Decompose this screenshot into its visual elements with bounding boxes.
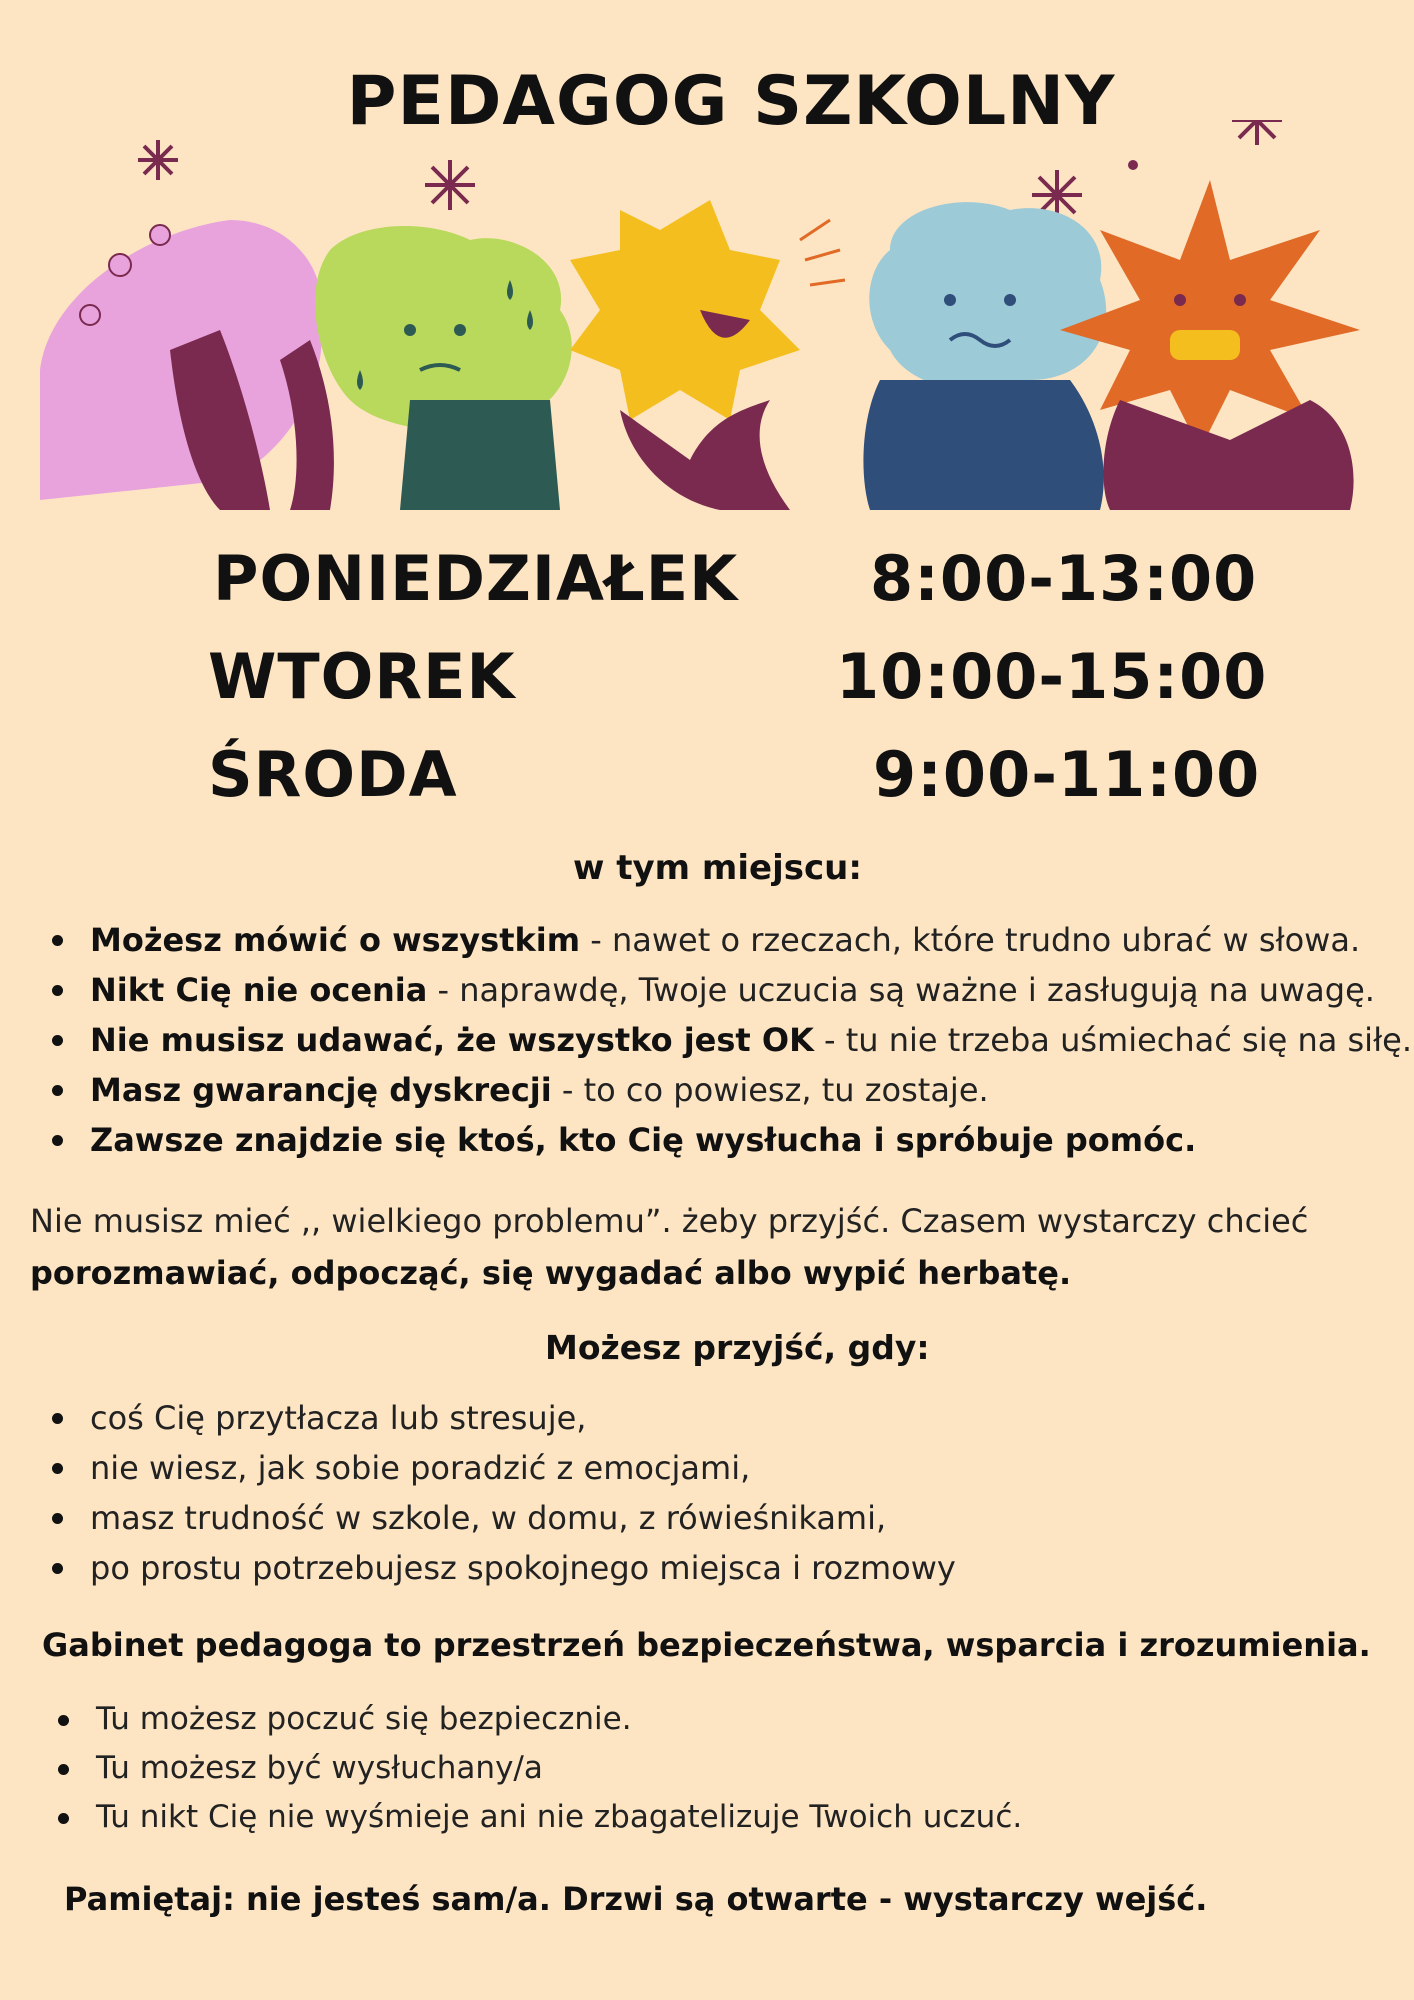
list-item: masz trudność w szkole, w domu, z rówieśnikami,: [30, 1493, 956, 1543]
list-item: coś Cię przytłacza lub stresuje,: [30, 1393, 956, 1443]
list-item: Możesz mówić o wszystkim - nawet o rzeczach, które trudno ubrać w słowa.: [30, 915, 1412, 965]
schedule-hours: 10:00-15:00: [836, 640, 1268, 713]
place-heading: w tym miejscu:: [573, 848, 862, 888]
schedule-day: WTOREK: [208, 640, 516, 713]
when-points-list: [30, 1393, 956, 1593]
intro-paragraph: Nie musisz mieć ,, wielkiego problemu”. żeby przyjść. Czasem wystarczy chcieć porozmawiać, odpocząć, się wygadać albo wypić herbatę.: [30, 1202, 1309, 1292]
schedule-day: PONIEDZIAŁEK: [213, 542, 739, 615]
list-item: Tu nikt Cię nie wyśmieje ani nie zbagatelizuje Twoich uczuć.: [36, 1793, 1022, 1842]
page-title: PEDAGOG SZKOLNY: [346, 62, 1116, 141]
office-heading: Gabinet pedagoga to przestrzeń bezpieczeństwa, wsparcia i zrozumienia.: [42, 1626, 1371, 1664]
schedule-day: ŚRODA: [208, 738, 458, 811]
list-item: Zawsze znajdzie się ktoś, kto Cię wysłucha i spróbuje pomóc.: [30, 1115, 1412, 1165]
five-emotions-characters-illustration: [30, 120, 1390, 520]
list-item: Tu możesz poczuć się bezpiecznie.: [36, 1695, 1022, 1744]
when-heading: Możesz przyjść, gdy:: [545, 1328, 930, 1367]
closing-statement: Pamiętaj: nie jesteś sam/a. Drzwi są otwarte - wystarczy wejść.: [64, 1880, 1208, 1918]
place-points-list: [30, 915, 1412, 1165]
list-item: nie wiesz, jak sobie poradzić z emocjami,: [30, 1443, 956, 1493]
schedule-hours: 8:00-13:00: [870, 542, 1258, 615]
schedule-hours: 9:00-11:00: [873, 738, 1261, 811]
list-item: Tu możesz być wysłuchany/a: [36, 1744, 1022, 1793]
list-item: Masz gwarancję dyskrecji - to co powiesz, tu zostaje.: [30, 1065, 1412, 1115]
office-points-list: [36, 1695, 1022, 1842]
list-item: Nie musisz udawać, że wszystko jest OK - tu nie trzeba uśmiechać się na siłę.: [30, 1015, 1412, 1065]
list-item: po prostu potrzebujesz spokojnego miejsca i rozmowy: [30, 1543, 956, 1593]
list-item: Nikt Cię nie ocenia - naprawdę, Twoje uczucia są ważne i zasługują na uwagę.: [30, 965, 1412, 1015]
